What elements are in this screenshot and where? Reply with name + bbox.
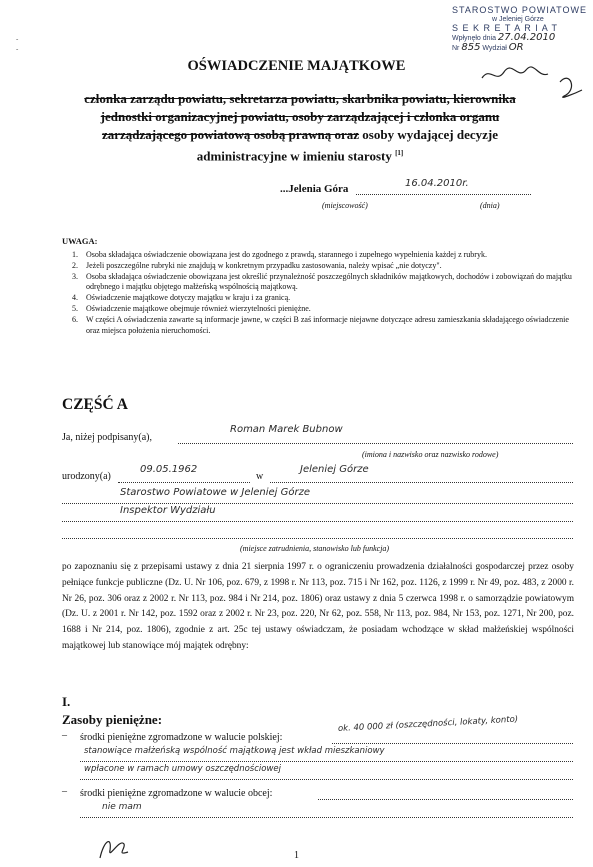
fx-label: środki pieniężne zgromadzone w walucie obcej:: [80, 788, 273, 799]
born-place-handwritten: Jeleniej Górze: [300, 464, 369, 475]
footnote-mark: [1]: [395, 149, 404, 157]
pln-label: środki pieniężne zgromadzone w walucie polskiej:: [80, 732, 283, 743]
city-caption: (miejscowość): [322, 201, 368, 210]
note-item: 1. Osoba składająca oświadczenie obowiązana jest do zgodnego z prawdą, starannego i zupełnego wypełnienia każdej z rubryk.: [72, 250, 487, 259]
struck-text-line3: zarządzającego powiatową osobą prawną oraz: [101, 127, 360, 142]
born-in-label: w: [256, 471, 264, 482]
born-date-handwritten: 09.05.1962: [140, 464, 198, 475]
pln-handwritten-3: wpłacone w ramach umowy oszczędnościowej: [84, 764, 281, 774]
employment-line-1: [62, 503, 573, 504]
undersigned-label: Ja, niżej podpisany(a),: [62, 432, 152, 443]
name-line: [178, 443, 573, 444]
date-caption: (dnia): [480, 201, 500, 210]
note-item: 5. Oświadczenie majątkowe obejmuje również wierzytelności pieniężne.: [72, 303, 311, 313]
note-item: 6. W części A oświadczenia zawarte są informacje jawne, w części B zaś informacje niejawne dotyczące adresu zamieszkania składającego oświadczenie oraz miejsca położenia nieruchomości.: [72, 314, 569, 335]
dash-marker: –: [62, 730, 67, 741]
struck-text-line1: członka zarządu powiatu, sekretarza powiatu, skarbnika powiatu, kierownika: [84, 91, 516, 106]
employment-line-2: [62, 521, 573, 522]
stamp-received-value: 27.04.2010: [497, 32, 556, 43]
employment-handwritten-1: Starostwo Powiatowe w Jeleniej Górze: [120, 487, 311, 498]
name-caption: (imiona i nazwisko oraz nazwisko rodowe): [362, 450, 499, 459]
margin-marks: - -: [16, 35, 19, 53]
employment-caption: (miejsce zatrudnienia, stanowisko lub funkcja): [240, 544, 390, 553]
pln-line-3: [80, 779, 573, 780]
note-item: 4. Oświadczenie majątkowe dotyczy majątku w kraju i za granicą.: [72, 293, 291, 303]
born-place-line: [270, 482, 573, 483]
pln-handwritten-2: stanowiące małżeńską wspólność majątkową jest wkład mieszkaniowy: [84, 746, 385, 756]
pln-handwritten-1: ok. 40 000 zł (oszczędności, lokaty, konto): [337, 714, 519, 734]
stamp-dept-value: OR: [508, 42, 524, 53]
dash-marker: –: [62, 786, 67, 797]
date-handwritten: 16.04.2010r.: [405, 178, 469, 189]
fx-handwritten: nie mam: [102, 802, 142, 812]
document-subtitle: [30, 90, 570, 165]
section-heading: Zasoby pieniężne:: [62, 712, 163, 727]
section-roman: I.: [62, 694, 71, 709]
note-item: 2. Jeżeli poszczególne rubryki nie znajdują w konkretnym przypadku zastosowania, należy wpisać „nie dotyczy".: [72, 260, 442, 270]
fx-line-2: [80, 817, 573, 818]
born-label: urodzony(a): [62, 471, 111, 482]
employment-line-3: [62, 538, 573, 539]
notes-list: [72, 250, 577, 336]
pln-line-1: [332, 743, 573, 744]
stamp-received-label: Wpłynęło dnia: [452, 35, 496, 42]
pln-line-2: [80, 761, 573, 762]
stamp-nr-value: 855: [461, 42, 481, 53]
registry-stamp: [452, 6, 592, 53]
date-line: [356, 194, 531, 195]
employment-handwritten-2: Inspektor Wydziału: [120, 505, 216, 516]
document-title: OŚWIADCZENIE MAJĄTKOWE: [187, 58, 406, 74]
subtitle-kept-line4: administracyjne w imieniu starosty: [196, 148, 392, 164]
part-a-heading: CZĘŚĆ A: [62, 396, 128, 413]
note-item: 3. Osoba składająca oświadczenie obowiązana jest określić przynależność poszczególnych składników majątkowych, dochodów i zobowiązań do majątku odrębnego i majątku objętego małżeńską wspólnością majątkową.: [72, 271, 572, 292]
struck-text-line2: jednostki organizacyjnej powiatu, osoby zarządzającej i członka organu: [100, 109, 500, 124]
born-date-line: [118, 482, 250, 483]
notes-heading: UWAGA:: [62, 236, 98, 246]
stamp-nr-label: Nr: [452, 45, 460, 52]
stamp-city: w Jeleniej Górze: [492, 16, 544, 23]
stamp-dept: S E K R E T A R I A T: [452, 23, 559, 33]
stamp-office: STAROSTWO POWIATOWE: [452, 5, 587, 15]
statement-paragraph: po zapoznaniu się z przepisami ustawy z dnia 21 sierpnia 1997 r. o ograniczeniu prowadzenia działalności gospodarczej przez osoby pełniące funkcje publiczne (Dz. U. Nr 106, poz. 679, z 1998 r. Nr 113, poz. 715 i Nr 162, poz. 1126, z 1999 r. Nr 49, poz. 483, z 2000 r. Nr 26, poz. 306 oraz z 2002 r. Nr 113, poz. 984 i Nr 214, poz. 1806) oraz ustawy z dnia 5 czerwca 1998 r. o samorządzie powiatowym (Dz. U. z 2001 r. Nr 142, poz. 1592 oraz z 2002 r. Nr 23, poz. 220, Nr 62, poz. 558, Nr 113, poz. 984, Nr 153, poz. 1271, Nr 200, poz. 1688 i Nr 214, poz. 1806), zgodnie z art. 25c tej ustawy oświadczam, że posiadam wchodzące w skład małżeńskiej wspólności majątkowej lub stanowiące mój majątek odrębny:: [62, 562, 574, 651]
stamp-dept-label: Wydział: [482, 45, 507, 52]
fx-line-1: [318, 799, 573, 800]
page-number: 1: [294, 850, 299, 861]
place-city: ...Jelenia Góra: [280, 183, 349, 195]
name-handwritten: Roman Marek Bubnow: [230, 424, 343, 435]
subtitle-kept-line3: osoby wydającej decyzje: [362, 127, 499, 142]
